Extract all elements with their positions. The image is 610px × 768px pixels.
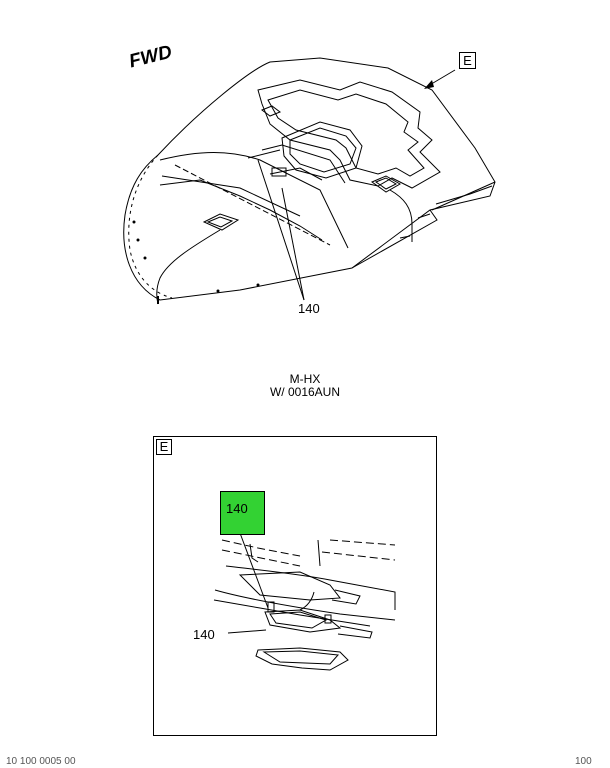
model-note-line1: M-HX — [289, 372, 321, 386]
callout-detail: 140 — [193, 627, 215, 642]
model-note-line2: W/ 0016AUN — [269, 385, 341, 399]
view-marker-detail: E — [156, 439, 172, 455]
callout-main: 140 — [298, 301, 320, 316]
detail-leader-callout — [228, 630, 266, 633]
highlight-callout-label: 140 — [226, 501, 248, 516]
view-marker-main: E — [459, 52, 476, 69]
forward-label: FWD — [127, 41, 175, 73]
footer-left: 10 100 0005 00 — [6, 756, 76, 767]
footer-right: 100 — [575, 756, 592, 767]
